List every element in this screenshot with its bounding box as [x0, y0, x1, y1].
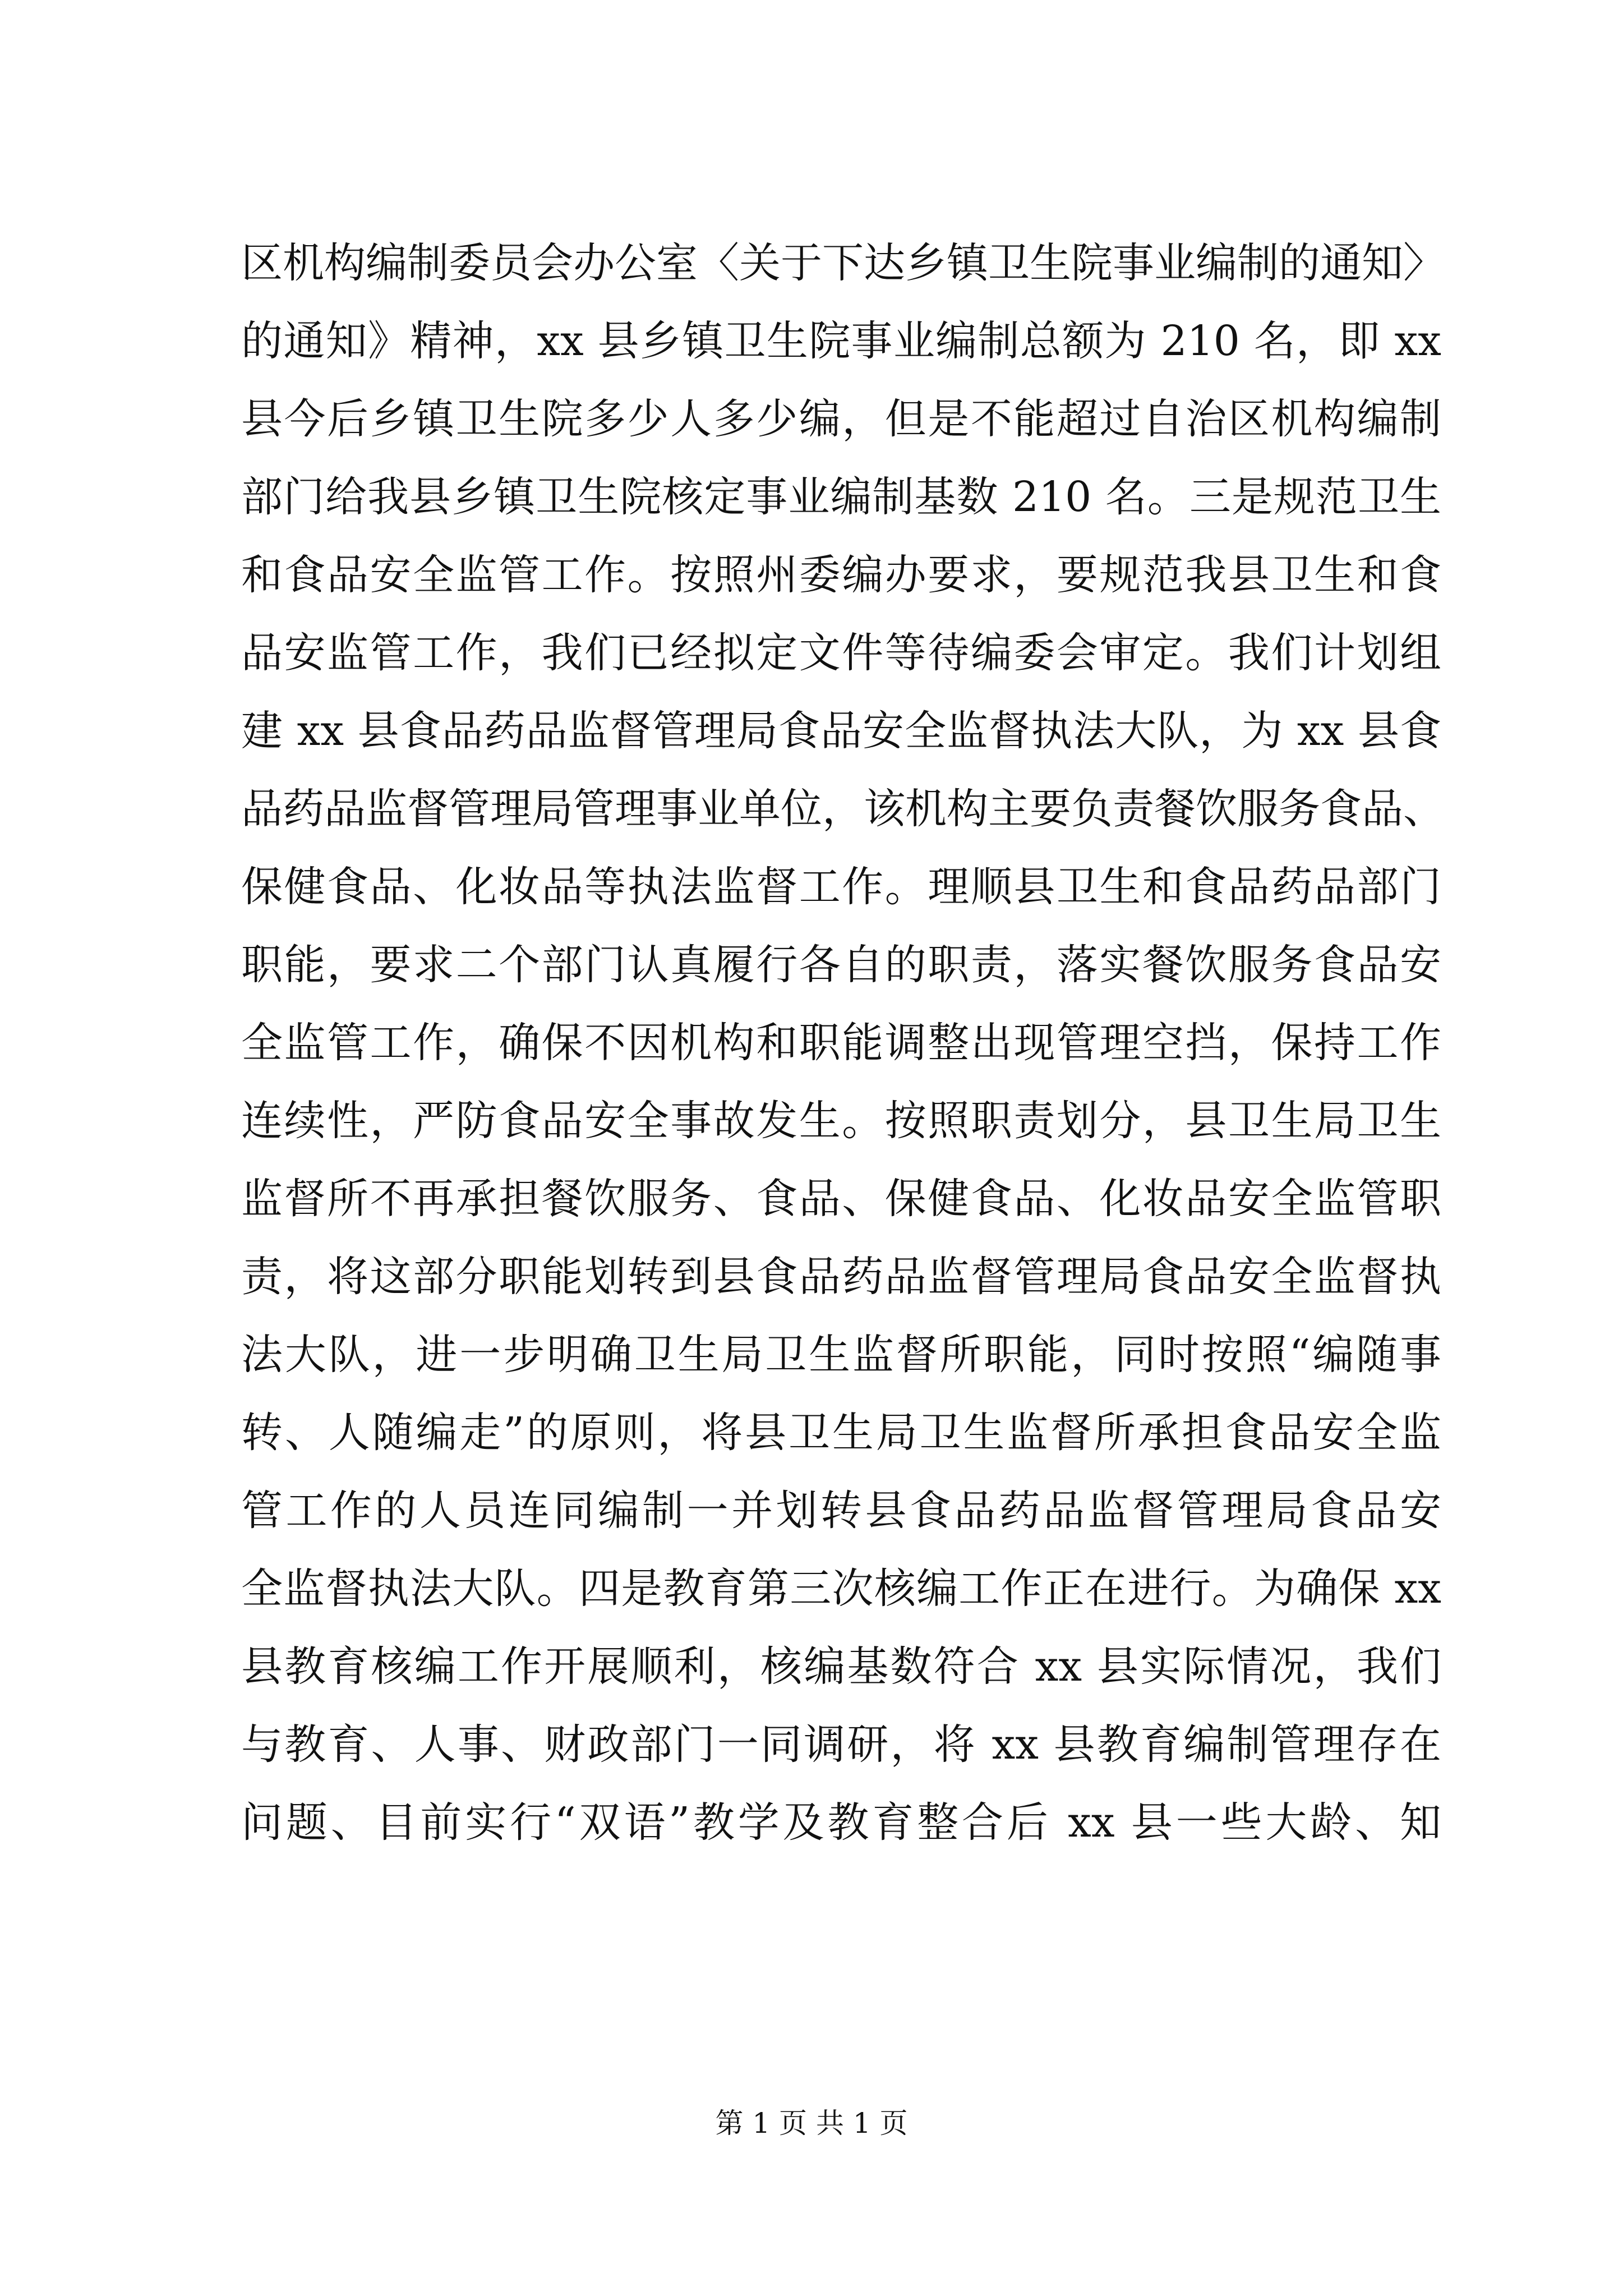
body-text: [241, 224, 1445, 1862]
text-line: 和食品安全监管工作。按照州委编办要求，要规范我县卫生和食: [241, 551, 1441, 599]
text-line: 监督所不再承担餐饮服务、食品、保健食品、化妆品安全监管职: [241, 1175, 1441, 1223]
text-line: 区机构编制委员会办公室〈关于下达乡镇卫生院事业编制的通知〉: [241, 239, 1445, 287]
text-line: 品安监管工作，我们已经拟定文件等待编委会审定。我们计划组: [241, 629, 1441, 677]
text-line: 职能，要求二个部门认真履行各自的职责，落实餐饮服务食品安: [241, 941, 1441, 989]
text-line: 连续性，严防食品安全事故发生。按照职责划分，县卫生局卫生: [241, 1097, 1441, 1145]
text-line: 的通知》精神，xx 县乡镇卫生院事业编制总额为 210 名，即 xx: [241, 317, 1441, 365]
text-line: 转、人随编走”的原则，将县卫生局卫生监督所承担食品安全监: [241, 1409, 1441, 1457]
text-line: 问题、目前实行“双语”教学及教育整合后 xx 县一些大龄、知: [241, 1798, 1441, 1847]
text-line: 建 xx 县食品药品监督管理局食品安全监督执法大队，为 xx 县食: [241, 707, 1441, 755]
text-line: 部门给我县乡镇卫生院核定事业编制基数 210 名。三是规范卫生: [241, 473, 1441, 521]
text-line: 全监管工作，确保不因机构和职能调整出现管理空挡，保持工作: [241, 1019, 1441, 1067]
text-line: 全监督执法大队。四是教育第三次核编工作正在进行。为确保 xx: [241, 1565, 1441, 1613]
text-line: 保健食品、化妆品等执法监督工作。理顺县卫生和食品药品部门: [241, 863, 1441, 911]
text-line: 品药品监督管理局管理事业单位，该机构主要负责餐饮服务食品、: [241, 785, 1445, 833]
text-line: 县教育核编工作开展顺利，核编基数符合 xx 县实际情况，我们: [241, 1642, 1441, 1691]
text-line: 责，将这部分职能划转到县食品药品监督管理局食品安全监督执: [241, 1253, 1441, 1301]
text-line: 县今后乡镇卫生院多少人多少编，但是不能超过自治区机构编制: [241, 395, 1441, 443]
text-line: 与教育、人事、财政部门一同调研，将 xx 县教育编制管理存在: [241, 1720, 1441, 1769]
page-footer: 第 1 页 共 1 页: [715, 2107, 908, 2139]
text-line: 法大队，进一步明确卫生局卫生监督所职能，同时按照“编随事: [241, 1331, 1441, 1379]
text-line: 管工作的人员连同编制一并划转县食品药品监督管理局食品安: [241, 1487, 1441, 1535]
